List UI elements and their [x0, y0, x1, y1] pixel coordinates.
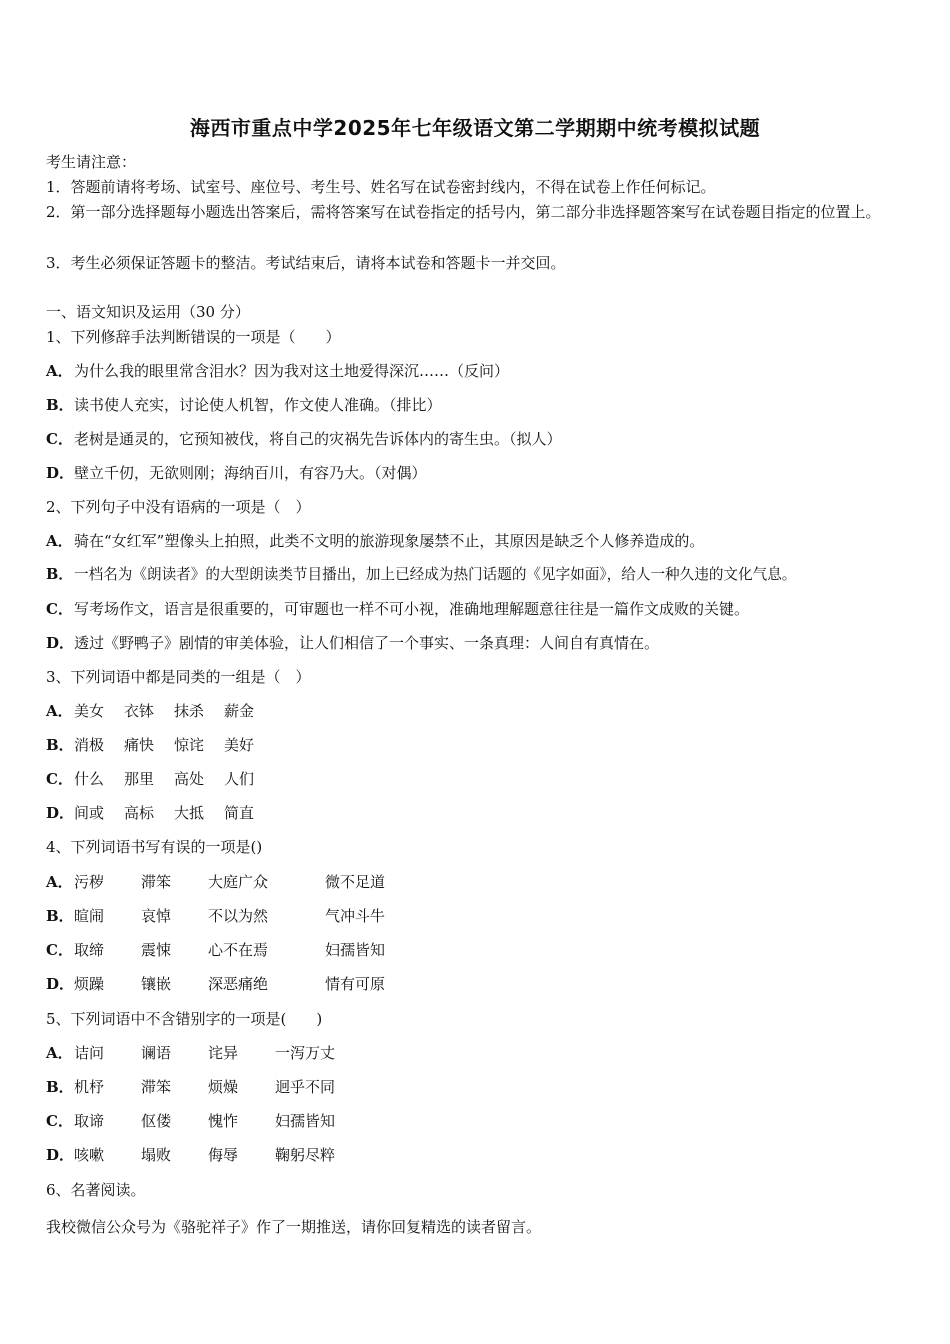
option-word: 美女	[74, 702, 105, 720]
option-letter: B．	[46, 736, 74, 754]
option-text: 一档名为《朗读者》的大型朗读类节目播出，加上已经成为热门话题的《见字如面》，给人一种久违的文化气息。	[74, 566, 797, 583]
option-word: 大抵	[174, 804, 205, 822]
option-word: 机杼	[74, 1078, 105, 1096]
option-word: 高处	[174, 770, 205, 788]
option-word: 咳嗽	[74, 1146, 105, 1164]
option-word: 薪金	[224, 702, 255, 720]
question-3-option-d	[46, 803, 254, 823]
question-4-option-c	[46, 940, 385, 960]
option-word: 抹杀	[174, 702, 205, 720]
option-letter: D．	[46, 975, 75, 993]
option-letter: C．	[46, 600, 73, 618]
option-letter: B．	[46, 1078, 74, 1096]
option-word: 诘问	[74, 1044, 105, 1062]
section-heading: 一、语文知识及运用（30 分）	[46, 303, 250, 321]
option-letter: D．	[46, 1146, 75, 1164]
option-word: 心不在焉	[208, 941, 269, 959]
question-1-option-c	[46, 429, 562, 449]
option-word: 伛偻	[141, 1112, 172, 1130]
option-word: 滞笨	[141, 1078, 172, 1096]
option-word: 妇孺皆知	[325, 941, 386, 959]
option-letter: B．	[46, 566, 73, 583]
question-1-option-d	[46, 463, 427, 483]
option-letter: C．	[46, 1112, 73, 1130]
option-letter: C．	[46, 430, 73, 448]
option-word: 惊诧	[174, 736, 205, 754]
option-word: 什么	[74, 770, 105, 788]
option-word: 深恶痛绝	[208, 975, 269, 993]
option-word: 鞠躬尽粹	[275, 1146, 336, 1164]
question-1-stem: 1、下列修辞手法判断错误的一项是（ ）	[46, 328, 341, 346]
option-word: 微不足道	[325, 873, 386, 891]
option-word: 诧异	[208, 1044, 239, 1062]
question-2-option-b	[46, 565, 796, 585]
option-word: 烦燥	[208, 1078, 239, 1096]
option-word: 美好	[224, 736, 255, 754]
option-word: 污秽	[74, 873, 105, 891]
option-word: 不以为然	[208, 907, 269, 925]
option-letter: D．	[46, 634, 75, 652]
notice-item-2: 2．第一部分选择题每小题选出答案后，需将答案写在试卷指定的括号内，第二部分非选择题答案写在试卷题目指定的位置上。	[46, 203, 881, 221]
option-word: 侮辱	[208, 1146, 239, 1164]
option-letter: A．	[46, 532, 73, 550]
option-word: 哀悼	[141, 907, 172, 925]
option-word: 谰语	[141, 1044, 172, 1062]
option-text: 读书使人充实，讨论使人机智，作文使人准确。（排比）	[74, 396, 442, 414]
option-letter: D．	[46, 804, 75, 822]
option-letter: A．	[46, 362, 73, 380]
question-4-stem: 4、下列词语书写有误的一项是()	[46, 838, 263, 856]
option-word: 高标	[124, 804, 155, 822]
question-5-option-c	[46, 1111, 335, 1131]
option-letter: A．	[46, 702, 73, 720]
option-letter: C．	[46, 941, 73, 959]
question-3-option-c	[46, 769, 254, 789]
option-word: 一泻万丈	[275, 1044, 336, 1062]
question-6-text: 我校微信公众号为《骆驼祥子》作了一期推送，请你回复精选的读者留言。	[46, 1218, 542, 1236]
option-word: 妇孺皆知	[275, 1112, 336, 1130]
question-4-option-d	[46, 974, 385, 994]
option-letter: B．	[46, 907, 74, 925]
question-1-option-b	[46, 395, 442, 415]
question-3-option-a	[46, 701, 254, 721]
option-text: 为什么我的眼里常含泪水？因为我对这土地爱得深沉……（反问）	[74, 362, 510, 380]
option-word: 人们	[224, 770, 255, 788]
question-5-option-d	[46, 1145, 335, 1165]
question-4-option-b	[46, 906, 385, 926]
option-text: 透过《野鸭子》剧情的审美体验，让人们相信了一个事实、一条真理：人间自有真情在。	[74, 634, 660, 652]
option-word: 气冲斗牛	[325, 907, 386, 925]
question-2-option-d	[46, 633, 659, 653]
question-1-option-a	[46, 361, 509, 381]
option-word: 迥乎不同	[275, 1078, 336, 1096]
question-5-option-b	[46, 1077, 335, 1097]
option-word: 消极	[74, 736, 105, 754]
option-word: 衣钵	[124, 702, 155, 720]
option-word: 取缔	[74, 941, 105, 959]
option-letter: A．	[46, 873, 73, 891]
notice-item-1: 1．答题前请将考场、试室号、座位号、考生号、姓名写在试卷密封线内，不得在试卷上作任何标记。	[46, 178, 716, 196]
option-text: 写考场作文，语言是很重要的，可审题也一样不可小视，准确地理解题意往往是一篇作文成败的关键。	[74, 600, 750, 618]
option-word: 间或	[74, 804, 105, 822]
notice-heading: 考生请注意：	[46, 153, 137, 171]
question-3-option-b	[46, 735, 254, 755]
option-letter: A．	[46, 1044, 73, 1062]
option-word: 愧怍	[208, 1112, 239, 1130]
option-letter: B．	[46, 396, 74, 414]
exam-title: 海西市重点中学2025年七年级语文第二学期期中统考模拟试题	[189, 116, 761, 140]
question-5-stem: 5、下列词语中不含错别字的一项是( )	[46, 1010, 323, 1028]
option-word: 大庭广众	[208, 873, 269, 891]
question-6-stem: 6、名著阅读。	[46, 1181, 146, 1199]
option-word: 滞笨	[141, 873, 172, 891]
question-2-option-c	[46, 599, 749, 619]
question-3-stem: 3、下列词语中都是同类的一组是（ ）	[46, 668, 311, 686]
option-word: 烦躁	[74, 975, 105, 993]
notice-item-3: 3．考生必须保证答题卡的整洁。考试结束后，请将本试卷和答题卡一并交回。	[46, 254, 566, 272]
option-word: 取谛	[74, 1112, 105, 1130]
question-2-option-a	[46, 531, 704, 551]
option-text: 骑在“女红军”塑像头上拍照，此类不文明的旅游现象屡禁不止，其原因是缺乏个人修养造成的。	[74, 532, 705, 550]
option-letter: D．	[46, 464, 75, 482]
option-word: 情有可原	[325, 975, 386, 993]
question-5-option-a	[46, 1043, 335, 1063]
option-word: 简直	[224, 804, 255, 822]
option-word: 震悚	[141, 941, 172, 959]
option-word: 暄闹	[74, 907, 105, 925]
option-letter: C．	[46, 770, 73, 788]
option-text: 壁立千仞，无欲则刚；海纳百川，有容乃大。（对偶）	[74, 464, 427, 482]
question-4-option-a	[46, 872, 385, 892]
option-word: 镶嵌	[141, 975, 172, 993]
option-word: 痛快	[124, 736, 155, 754]
option-text: 老树是通灵的，它预知被伐，将自己的灾祸先告诉体内的寄生虫。（拟人）	[74, 430, 562, 448]
option-word: 那里	[124, 770, 155, 788]
question-2-stem: 2、下列句子中没有语病的一项是（ ）	[46, 498, 311, 516]
option-word: 塌败	[141, 1146, 172, 1164]
